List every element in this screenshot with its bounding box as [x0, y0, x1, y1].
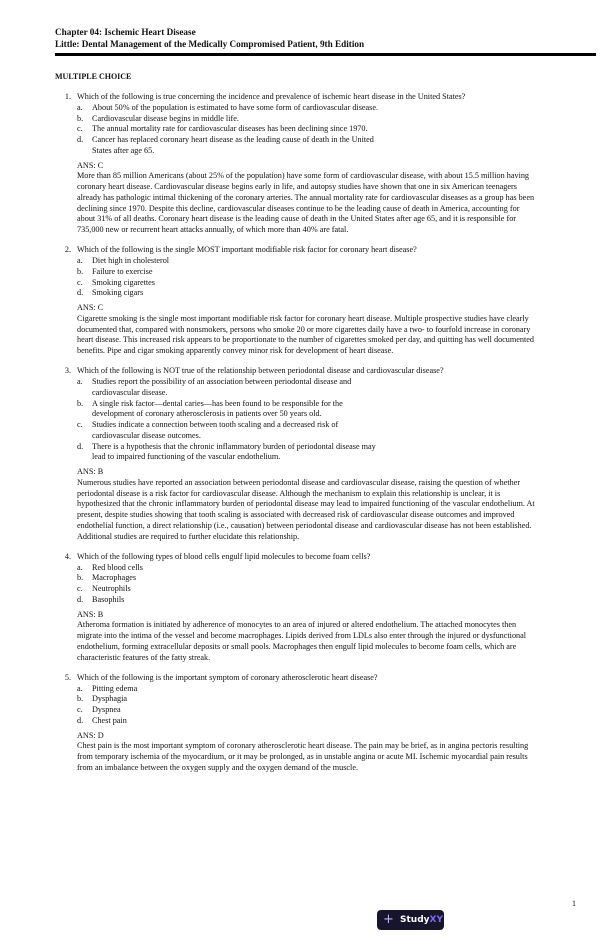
option-letter: a.: [77, 377, 83, 386]
option-letter: b.: [77, 266, 84, 276]
question-text: Which of the following is the important symptom of coronary atherosclerotic heart disease?: [77, 672, 378, 682]
option-letter: c.: [77, 420, 83, 429]
answer-explanation: More than 85 million Americans (about 25% of the population) have some form of cardiovascular disease, with about 15.5 million having coronary heart disease. Cardiovascular disease begins early in life, and autopsy studies have shown that one in six American teenagers already has pathologic intimal thickening of the coronary arteries. The annual mortality rate for cardiovascular diseases as a group has been declining since 1970. Despite this decline, cardiovascular diseases continue to be the leading cause of death in America, accounting for about 31% of all deaths. Coronary heart disease is the leading cause of death in the United States after age 65, and it is responsible for 735,000 new or recurrent heart attacks annually, of which more than 40% are fatal.: [77, 171, 535, 234]
question-item: [55, 245, 545, 357]
question-item: [55, 673, 545, 774]
question-item: [55, 92, 545, 236]
question-item: [55, 366, 545, 542]
answer-option: [77, 377, 382, 399]
question-number: 2.: [64, 245, 71, 255]
answer-explanation: Chest pain is the most important symptom of coronary atherosclerotic heart disease. The pain may be brief, as in angina pectoris resulting from temporary ischemia of the myocardium, or it may be prolonged, as in unstable angina or acute MI. Ischemic myocardial pain results from an imbalance between the oxygen supply and the oxygen demand of the muscle.: [77, 741, 529, 772]
option-letter: a.: [77, 562, 83, 572]
option-letter: d.: [77, 135, 84, 144]
answer-key: ANS: C: [77, 303, 104, 312]
answer-option: [77, 135, 382, 157]
answer-option: [77, 124, 382, 135]
option-text: Macrophages: [92, 573, 137, 583]
option-letter: c.: [77, 584, 83, 593]
answer-key: ANS: C: [77, 160, 104, 170]
option-text: Failure to exercise: [92, 266, 153, 276]
option-letter: b.: [77, 398, 84, 408]
option-letter: a.: [77, 256, 83, 265]
option-letter: b.: [77, 573, 84, 583]
answer-key: ANS: D: [77, 730, 104, 740]
option-letter: d.: [77, 288, 84, 298]
plus-icon: +: [383, 912, 394, 927]
option-letter: d.: [77, 441, 84, 451]
option-letter: b.: [77, 113, 84, 123]
option-letter: d.: [77, 594, 84, 604]
answer-option: [77, 705, 382, 716]
question-text: Which of the following is NOT true of the relationship between periodontal disease and cardiovascular disease?: [77, 366, 444, 376]
header-rule: [55, 53, 596, 56]
option-text: There is a hypothesis that the chronic inflammatory burden of periodontal disease may lead to impaired functioning of the vascular endothelium.: [92, 441, 376, 462]
option-text: Pitting edema: [92, 683, 138, 693]
logo-text-xy: XY: [429, 914, 443, 925]
answer-option: [77, 399, 382, 421]
answer-option: [77, 288, 382, 299]
option-text: Dyspnea: [92, 705, 121, 714]
option-text: About 50% of the population is estimated to have some form of cardiovascular disease.: [92, 102, 379, 112]
answer-key: ANS: B: [77, 467, 104, 476]
question-number: 3.: [64, 366, 71, 376]
option-text: Cancer has replaced coronary heart disease as the leading cause of death in the United States after age 65.: [92, 135, 374, 155]
answer-option: [77, 267, 382, 278]
answer-explanation: Numerous studies have reported an association between periodontal disease and cardiovascular disease, raising the question of whether periodontal disease is a risk factor for cardiovascular disease. Although the mechanism to explain this relationship is unclear, it is hypothesized that the chronic inflammatory burden of periodontal disease may lead to impaired functioning of the vascular endothelium. At present, despite studies showing that tooth scaling is associated with decreased risk of cardiovascular disease outcomes and improved endothelial function, a direct relationship (i.e., causation) between periodontal disease and cardiovascular disease has not been established. Additional studies are required to further elucidate this relationship.: [77, 477, 535, 541]
answer-option: [77, 114, 382, 125]
option-letter: b.: [77, 694, 84, 704]
option-text: Red blood cells: [92, 562, 143, 572]
option-letter: d.: [77, 715, 84, 725]
document-header: [55, 27, 596, 50]
answer-option: [77, 584, 382, 595]
option-text: Dysphagia: [92, 694, 128, 704]
option-text: Diet high in cholesterol: [92, 256, 170, 265]
studyxy-logo: [377, 910, 444, 930]
answer-option: [77, 573, 382, 584]
logo-text-study: Study: [400, 914, 430, 925]
option-letter: a.: [77, 683, 83, 693]
answer-option: [77, 442, 382, 464]
answer-key: ANS: B: [77, 609, 104, 619]
question-number: 4.: [64, 551, 71, 561]
option-text: Studies report the possibility of an association between periodontal disease and cardiovascular disease.: [92, 377, 352, 397]
answer-option: [77, 420, 382, 442]
question-list: [55, 92, 545, 783]
option-text: Chest pain: [92, 715, 127, 725]
answer-option: [77, 694, 382, 705]
answer-option: [77, 684, 382, 695]
answer-option: [77, 103, 382, 114]
question-text: Which of the following is the single MOST important modifiable risk factor for coronary heart disease?: [77, 245, 417, 255]
chapter-title: Chapter 04: Ischemic Heart Disease: [55, 27, 196, 37]
page-number: 1: [572, 899, 576, 908]
option-text: Smoking cigars: [92, 288, 144, 298]
option-text: Smoking cigarettes: [92, 277, 155, 287]
answer-option: [77, 256, 382, 267]
section-heading: MULTIPLE CHOICE: [55, 72, 132, 81]
option-text: Basophils: [92, 594, 125, 604]
answer-option: [77, 278, 382, 289]
option-text: Studies indicate a connection between tooth scaling and a decreased risk of cardiovascular disease outcomes.: [92, 420, 339, 440]
answer-explanation: Cigarette smoking is the single most important modifiable risk factor for coronary heart disease. Multiple prospective studies have clearly documented that, compared with nonsmokers, persons who smoke 20 or more cigarettes daily have a two- to fourfold increase in coronary heart disease. This increased risk appears to be proportionate to the number of cigarettes smoked per day, and quitting has well documented benefits. Pipe and cigar smoking apparently convey minor risk for development of heart disease.: [77, 313, 534, 355]
answer-explanation: Atheroma formation is initiated by adherence of monocytes to an area of injured or altered endothelium. The attached monocytes then migrate into the intima of the vessel and become macrophages. Lipids derived from LDLs also enter through the injured or dysfunctional endothelium, forming extracellular deposits or small pools. Macrophages then engulf lipid molecules to become foam cells, which are characteristic features of the fatty streak.: [77, 620, 527, 662]
answer-option: [77, 563, 382, 574]
option-text: Cardiovascular disease begins in middle life.: [92, 113, 239, 123]
option-letter: c.: [77, 277, 83, 287]
option-text: A single risk factor—dental caries—has been found to be responsible for the development of coronary atherosclerosis in patients over 50 years old.: [92, 398, 343, 419]
question-number: 1.: [64, 92, 71, 101]
answer-option: [77, 716, 382, 727]
question-number: 5.: [64, 672, 71, 682]
answer-option: [77, 595, 382, 606]
option-letter: a.: [77, 102, 83, 112]
option-letter: c.: [77, 705, 83, 714]
question-item: [55, 552, 545, 664]
option-letter: c.: [77, 124, 83, 134]
option-text: The annual mortality rate for cardiovascular diseases has been declining since 1970.: [92, 124, 368, 134]
question-text: Which of the following is true concerning the incidence and prevalence of ischemic heart disease in the United States?: [77, 92, 466, 101]
option-text: Neutrophils: [92, 584, 131, 593]
question-text: Which of the following types of blood cells engulf lipid molecules to become foam cells?: [77, 551, 371, 561]
book-title: Little: Dental Management of the Medically Compromised Patient, 9th Edition: [55, 38, 365, 49]
